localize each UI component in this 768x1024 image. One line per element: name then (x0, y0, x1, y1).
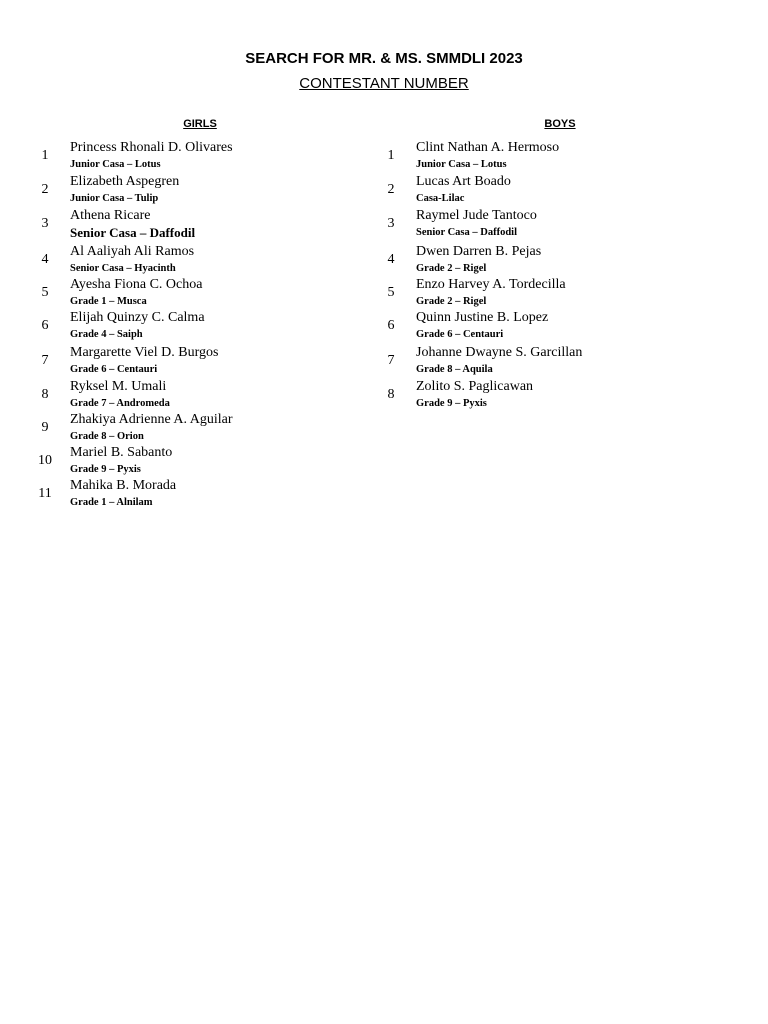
contestant-name: Zhakiya Adrienne A. Aguilar (70, 412, 233, 427)
contestant-name: Mahika B. Morada (70, 478, 177, 493)
contestant-number: 5 (41, 285, 49, 300)
contestant-group: Casa-Lilac (416, 193, 465, 204)
contestant-number: 4 (387, 252, 395, 267)
contestant-group: Grade 8 – Aquila (416, 364, 493, 375)
contestant-number: 4 (41, 252, 49, 267)
contestant-name: Elijah Quinzy C. Calma (70, 310, 205, 325)
contestant-group: Grade 7 – Andromeda (70, 398, 170, 409)
contestant-number: 2 (41, 182, 49, 197)
contestant-group: Grade 4 – Saiph (70, 329, 143, 340)
contestant-group: Junior Casa – Tulip (70, 193, 159, 204)
contestant-group: Senior Casa – Daffodil (416, 227, 518, 238)
contestant-name: Lucas Art Boado (416, 174, 511, 189)
contestant-number: 6 (41, 318, 49, 333)
contestant-number: 6 (387, 318, 395, 333)
contestant-group: Grade 6 – Centauri (70, 364, 158, 375)
contestant-name: Quinn Justine B. Lopez (416, 310, 549, 325)
contestant-group: Grade 6 – Centauri (416, 329, 504, 340)
contestant-name: Ryksel M. Umali (70, 379, 167, 394)
contestant-group: Grade 9 – Pyxis (70, 464, 141, 475)
contestant-number: 3 (41, 216, 49, 231)
contestant-name: Raymel Jude Tantoco (416, 208, 537, 223)
contestant-name: Princess Rhonali D. Olivares (70, 140, 233, 155)
contestant-name: Enzo Harvey A. Tordecilla (416, 277, 566, 292)
contestant-name: Mariel B. Sabanto (70, 445, 173, 460)
contestant-name: Dwen Darren B. Pejas (416, 244, 542, 259)
contestant-name: Athena Ricare (70, 208, 151, 223)
contestant-number: 1 (41, 148, 49, 163)
contestant-name: Al Aaliyah Ali Ramos (70, 244, 195, 259)
contestant-group: Grade 1 – Musca (70, 296, 147, 307)
girls-header: GIRLS (183, 118, 217, 130)
contestant-group: Senior Casa – Hyacinth (70, 263, 176, 274)
contestant-group: Senior Casa – Daffodil (70, 225, 196, 240)
contestant-number: 11 (38, 486, 52, 501)
contestant-number: 2 (387, 182, 395, 197)
contestant-group: Junior Casa – Lotus (416, 159, 507, 170)
contestant-number: 3 (387, 216, 395, 231)
page-title: SEARCH FOR MR. & MS. SMMDLI 2023 (245, 50, 523, 67)
contestant-name: Zolito S. Paglicawan (416, 379, 534, 394)
contestant-number: 5 (387, 285, 395, 300)
page-subtitle (0, 75, 768, 92)
contestant-number: 8 (41, 387, 49, 402)
contestant-group: Grade 2 – Rigel (416, 296, 487, 307)
boys-header: BOYS (544, 118, 576, 130)
contestant-group: Junior Casa – Lotus (70, 159, 161, 170)
contestant-number: 10 (38, 453, 52, 468)
contestant-number: 7 (387, 353, 395, 368)
contestant-group: Grade 8 – Orion (70, 431, 144, 442)
contestant-name: Ayesha Fiona C. Ochoa (70, 277, 203, 292)
contestant-number: 1 (387, 148, 395, 163)
contestant-name: Margarette Viel D. Burgos (70, 345, 219, 360)
contestant-group: Grade 2 – Rigel (416, 263, 487, 274)
contestant-name: Elizabeth Aspegren (70, 174, 180, 189)
subtitle-text: CONTESTANT NUMBER (299, 75, 469, 92)
contestant-number: 8 (387, 387, 395, 402)
contestant-group: Grade 1 – Alnilam (70, 497, 153, 508)
contestant-number: 9 (41, 420, 49, 435)
contestant-name: Johanne Dwayne S. Garcillan (416, 345, 583, 360)
contestant-number: 7 (41, 353, 49, 368)
contestant-group: Grade 9 – Pyxis (416, 398, 487, 409)
contestant-name: Clint Nathan A. Hermoso (416, 140, 560, 155)
